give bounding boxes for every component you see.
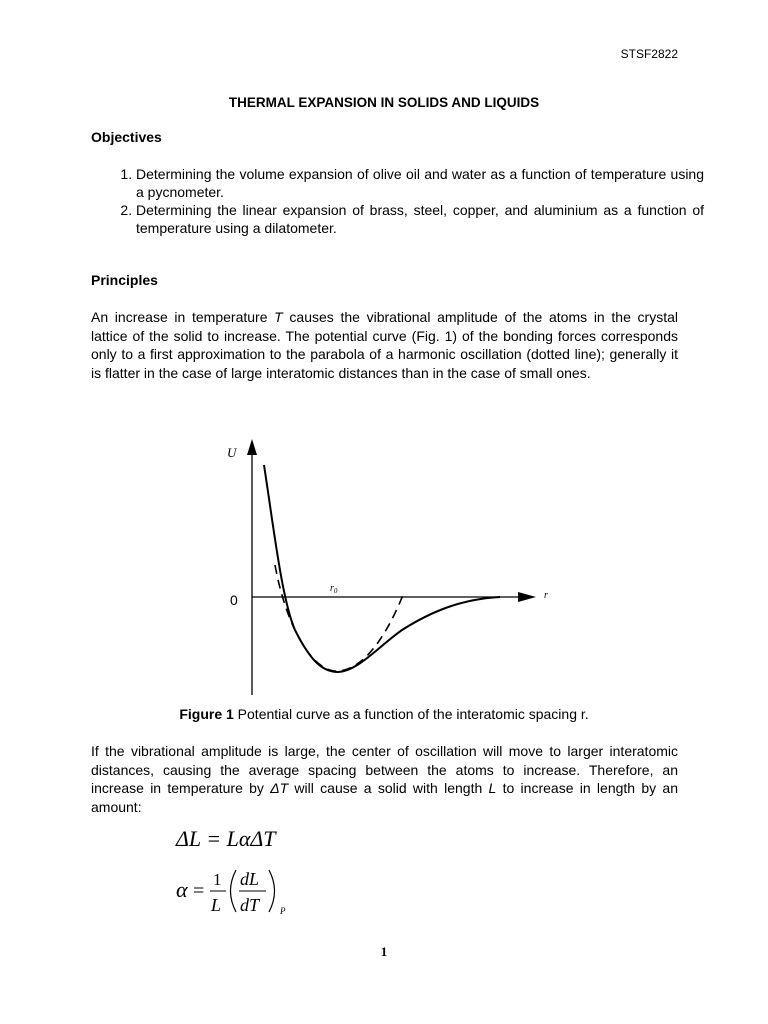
expansion-paragraph: If the vibrational amplitude is large, the center of oscillation will move to larger interatomic distances, causing the average spacing between the atoms to increase. Therefore, an increase in temperature by ΔT will cause a solid with length L to increase in length by an amount: xyxy=(91,743,678,815)
y-axis-label: U xyxy=(227,445,237,460)
harmonic-parabola xyxy=(275,565,403,671)
principles-paragraph: An increase in temperature T causes the vibrational amplitude of the atoms in the crystal lattice of the solid to increase. The potential curve (Fig. 1) of the bonding forces corresponds only to a first approximation to the parabola of a harmonic oscillation (dotted line); generally it is flatter in the case of large interatomic distances than in the case of small ones. xyxy=(91,309,678,381)
alpha-definition-equation xyxy=(176,866,316,916)
delta-t-var: ΔT xyxy=(270,780,289,796)
potential-curve xyxy=(264,465,500,672)
objective-item: 1. Determining the volume expansion of olive oil and water as a function of temperature using a pycnometer. xyxy=(136,165,704,201)
svg-text:1: 1 xyxy=(213,870,222,889)
origin-label: 0 xyxy=(230,592,238,608)
svg-text:=: = xyxy=(193,880,205,902)
objectives-list xyxy=(110,165,704,237)
objectives-heading: Objectives xyxy=(91,129,162,145)
svg-text:P: P xyxy=(280,906,286,916)
principles-heading: Principles xyxy=(91,272,158,288)
linear-expansion-equation: ΔL = LαΔT xyxy=(176,826,276,851)
svg-text:L: L xyxy=(211,895,222,915)
r0-label: $r_0$ xyxy=(330,583,338,595)
svg-text:α: α xyxy=(176,877,188,902)
document-code: STSF2822 xyxy=(620,47,678,61)
svg-text:dL: dL xyxy=(240,869,260,889)
x-axis-label: r xyxy=(544,590,548,601)
objective-item: 2. Determining the linear expansion of brass, steel, copper, and aluminium as a function of temperature using a dilatometer. xyxy=(136,201,704,237)
svg-text:dT: dT xyxy=(240,895,260,915)
temperature-var: T xyxy=(274,309,283,325)
y-axis-arrow xyxy=(247,439,257,455)
document-title: THERMAL EXPANSION IN SOLIDS AND LIQUIDS xyxy=(228,95,540,110)
page-number: 1 xyxy=(380,944,388,959)
length-var: L xyxy=(488,780,497,796)
potential-curve-figure xyxy=(210,435,550,700)
x-axis-arrow xyxy=(518,592,536,602)
figure-caption: Figure 1 Potential curve as a function of the interatomic spacing r. xyxy=(179,706,589,722)
